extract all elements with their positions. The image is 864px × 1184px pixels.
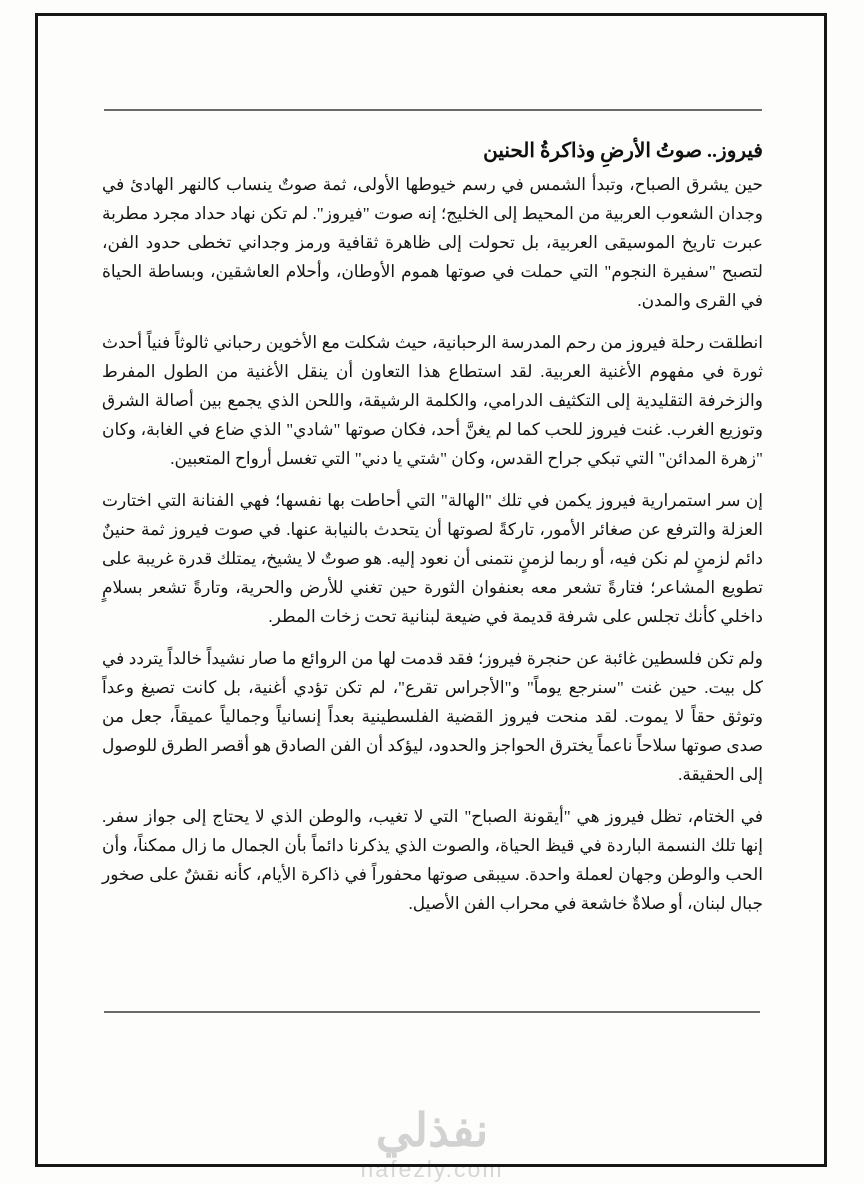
watermark (360, 1106, 503, 1182)
article-title: فيروز.. صوتُ الأرضِ وذاكرةُ الحنين (483, 140, 763, 163)
article-paragraph: حين يشرق الصباح، وتبدأ الشمس في رسم خيوطها الأولى، ثمة صوتٌ ينساب كالنهر الهادئ في وجدان الشعوب العربية من المحيط إلى الخليج؛ إنه صوت "فيروز". لم تكن نهاد حداد مجرد مطربة عبرت تاريخ الموسيقى العربية، بل تحولت إلى ظاهرة ثقافية ورمز وجداني تخطى حدود الفن، لتصبح "سفيرة النجوم" التي حملت في صوتها هموم الأوطان، وأحلام العاشقين، وبساطة الحياة في القرى والمدن. (102, 175, 763, 310)
article-paragraph: انطلقت رحلة فيروز من رحم المدرسة الرحبانية، حيث شكلت مع الأخوين رحباني ثالوثاً فنياً أحدث ثورة في مفهوم الأغنية العربية. لقد استطاع هذا التعاون أن ينقل الأغنية من الطول المفرط والزخرفة التقليدية إلى التكثيف الدرامي، والكلمة الرشيقة، واللحن الذي يجمع بين أصالة الشرق وتوزيع الغرب. غنت فيروز للحب كما لم يغنَّ أحد، فكان صوتها "شادي" الذي ضاع في الغابة، وكان "زهرة المدائن" التي تبكي جراح القدس، وكان "شتي يا دني" التي تغسل أرواح المتعبين. (102, 333, 763, 468)
watermark-site-url: nafezly.com (360, 1156, 504, 1182)
article-paragraph: ولم تكن فلسطين غائبة عن حنجرة فيروز؛ فقد قدمت لها من الروائع ما صار نشيداً خالداً يتردد في كل بيت. حين غنت "سنرجع يوماً" و"الأجراس تقرع"، لم تكن تؤدي أغنية، بل كانت تصيغ وعداً وتوثق حقاً لا يموت. لقد منحت فيروز القضية الفلسطينية بعداً إنسانياً وجمالياً عميقاً، جعل من صدى صوتها سلاحاً ناعماً يخترق الحواجز والحدود، ليؤكد أن الفن الصادق هو أقصر الطرق للوصول إلى الحقيقة. (102, 649, 763, 784)
article-paragraph: إن سر استمرارية فيروز يكمن في تلك "الهالة" التي أحاطت بها نفسها؛ فهي الفنانة التي اختارت العزلة والترفع عن صغائر الأمور، تاركةً لصوتها أن يتحدث بالنيابة عنها. في صوت فيروز ثمة حنينٌ دائم لزمنٍ لم نكن فيه، أو ربما لزمنٍ نتمنى أن نعود إليه. هو صوتٌ لا يشيخ، يمتلك قدرة غريبة على تطويع المشاعر؛ فتارةً تشعر معه بعنفوان الثورة حين تغني للأرض والحرية، وتارةً تشعر بسلامٍ داخلي كأنك تجلس على شرفة قديمة في ضيعة لبنانية تحت زخات المطر. (102, 491, 763, 626)
article-body (102, 170, 763, 931)
top-divider-rule (104, 109, 762, 111)
bottom-divider-rule (104, 1011, 760, 1013)
watermark-logo-text: نفذلي (375, 1105, 489, 1156)
article-paragraph: في الختام، تظل فيروز هي "أيقونة الصباح" التي لا تغيب، والوطن الذي لا يحتاج إلى جواز سفر. إنها تلك النسمة الباردة في قيظ الحياة، والصوت الذي يذكرنا دائماً بأن الجمال ما زال ممكناً، وأن الحب والوطن وجهان لعملة واحدة. سيبقى صوتها محفوراً في ذاكرة الأيام، كأنه نقشٌ على صخور جبال لبنان، أو صلاةٌ خاشعة في محراب الفن الأصيل. (102, 807, 763, 913)
